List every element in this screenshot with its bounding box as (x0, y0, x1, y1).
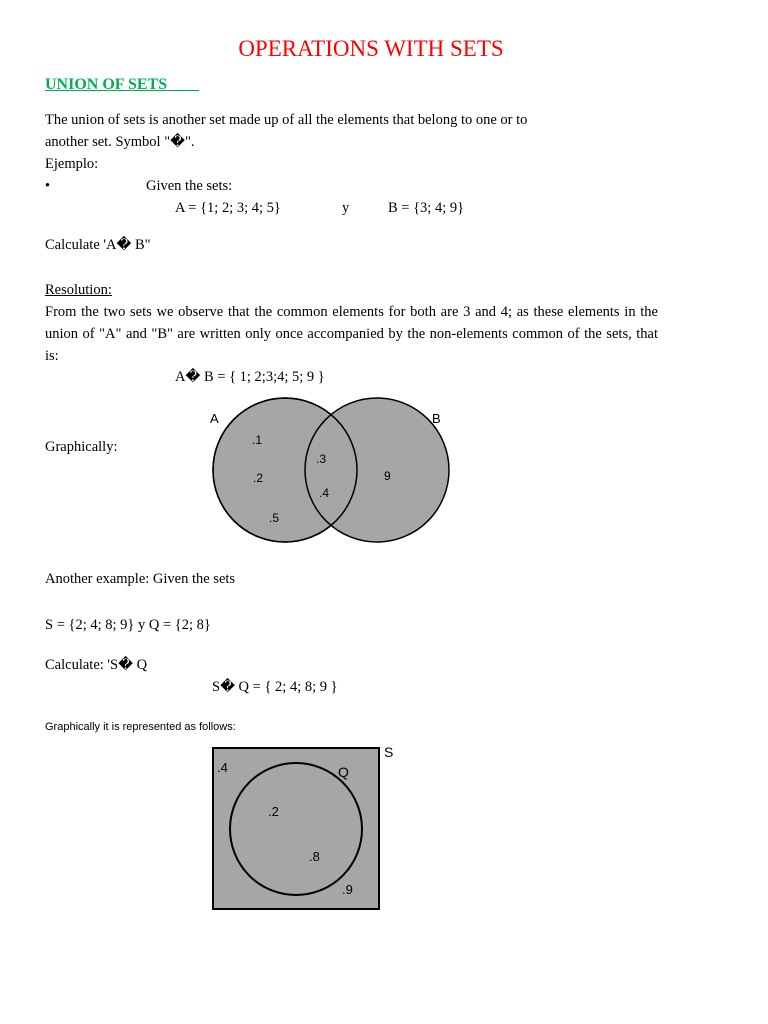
element-4: .4 (319, 486, 330, 500)
element-9: .9 (342, 882, 353, 897)
venn-diagram-union (200, 400, 460, 550)
label-set-q: Q (338, 764, 349, 780)
calculate-union-sq: Calculate: 'S� Q (45, 657, 148, 673)
element-2: .2 (268, 804, 279, 819)
set-b: B = {3; 4; 9} (388, 200, 465, 216)
intro-line-1: The union of sets is another set made up of all the elements that belong to one or to (45, 112, 528, 128)
label-set-b: B (432, 411, 441, 426)
graphically-label: Graphically: (45, 439, 118, 455)
given-sets-text: Given the sets: (146, 178, 233, 194)
set-q-circle (230, 763, 362, 895)
label-set-s: S (384, 744, 394, 760)
example-label: Ejemplo: (45, 156, 99, 172)
graph-caption: Graphically it is represented as follows: (45, 721, 236, 733)
element-3: .3 (316, 452, 327, 466)
label-set-a: A (210, 411, 219, 426)
sets-s-q: S = {2; 4; 8; 9} y Q = {2; 8} (45, 617, 211, 633)
another-example-text: Another example: Given the sets (45, 571, 236, 587)
bullet: • (45, 178, 51, 194)
calculate-union-ab: Calculate 'A� B" (45, 237, 151, 253)
element-2: .2 (253, 471, 264, 485)
resolution-heading: Resolution: (45, 282, 112, 298)
connector-y: y (342, 200, 350, 216)
union-result: A� B = { 1; 2;3;4; 5; 9 } (175, 369, 325, 385)
page-title: OPERATIONS WITH SETS (238, 36, 504, 61)
venn-circle-b (305, 398, 449, 542)
venn-diagram-subset (205, 740, 405, 920)
element-4: .4 (217, 760, 228, 775)
union-result-sq: S� Q = { 2; 4; 8; 9 } (212, 679, 338, 695)
intro-line-2: another set. Symbol "�". (45, 134, 195, 150)
element-1: .1 (252, 433, 263, 447)
element-9: 9 (384, 469, 391, 483)
resolution-paragraph: From the two sets we observe that the common elements for both are 3 and 4; as these elements in the union of "A" and "B" are written only once accompanied by the non-elements common of the sets, that is: (45, 304, 658, 364)
section-title: UNION OF SETS (45, 76, 168, 93)
element-8: .8 (309, 849, 320, 864)
element-5: .5 (269, 511, 280, 525)
set-a: A = {1; 2; 3; 4; 5} (175, 200, 281, 216)
